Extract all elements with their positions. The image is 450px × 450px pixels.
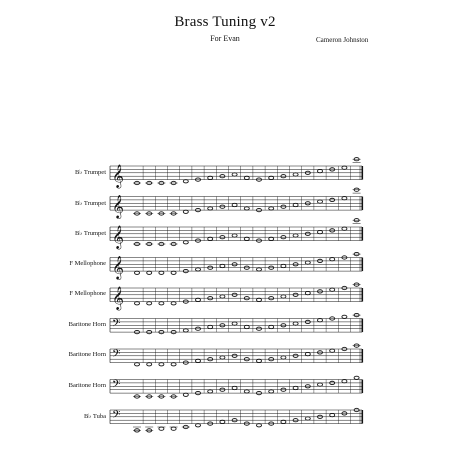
whole-note [171, 271, 176, 274]
whole-note [354, 376, 359, 379]
final-barline-thick [362, 410, 364, 424]
whole-note [220, 356, 225, 359]
whole-note [171, 363, 176, 366]
whole-note [208, 325, 213, 328]
whole-note [147, 302, 152, 305]
whole-note [257, 298, 262, 301]
whole-note [135, 302, 140, 305]
staff [110, 252, 363, 280]
whole-note [183, 329, 188, 332]
whole-note [269, 207, 274, 210]
part-label: F Mellophone [69, 259, 106, 267]
treble-clef-icon: 𝄞 [112, 285, 124, 310]
staff [110, 313, 363, 333]
staff [110, 408, 363, 432]
whole-note [183, 210, 188, 213]
whole-note [269, 390, 274, 393]
whole-note [183, 241, 188, 244]
whole-note [318, 230, 323, 233]
whole-note [135, 363, 140, 366]
composer-name: Cameron Johnston [316, 36, 369, 44]
part-label: Baritone Horn [68, 381, 106, 389]
staff [110, 188, 363, 219]
part-label: B♭ Tuba [83, 413, 106, 420]
whole-note [281, 264, 286, 267]
whole-note [232, 322, 237, 325]
whole-note [196, 424, 201, 427]
whole-note [293, 234, 298, 237]
treble-clef-icon: 𝄞 [112, 255, 124, 280]
whole-note [305, 291, 310, 294]
whole-note [293, 322, 298, 325]
whole-note [220, 420, 225, 423]
bass-clef-icon: 𝄢 [112, 317, 121, 333]
whole-note [330, 413, 335, 416]
treble-clef-icon: 𝄞 [112, 194, 124, 219]
treble-clef-icon: 𝄞 [112, 163, 124, 188]
whole-note [232, 173, 237, 176]
whole-note [269, 325, 274, 328]
whole-note [208, 390, 213, 393]
whole-note [257, 359, 262, 362]
final-barline-thick [362, 166, 364, 180]
whole-note [293, 203, 298, 206]
bass-clef-icon: 𝄢 [112, 378, 121, 394]
whole-note [318, 200, 323, 203]
staff [110, 158, 363, 189]
whole-note [269, 176, 274, 179]
whole-note [342, 227, 347, 230]
whole-note [244, 207, 249, 210]
whole-note [159, 271, 164, 274]
part-label: Baritone Horn [68, 351, 106, 358]
whole-note [330, 258, 335, 261]
whole-note [159, 363, 164, 366]
whole-note [342, 197, 347, 200]
whole-note [171, 302, 176, 305]
whole-note [147, 271, 152, 274]
whole-note [305, 352, 310, 355]
whole-note [281, 356, 286, 359]
whole-note [342, 166, 347, 169]
final-barline-thick [362, 227, 364, 241]
whole-note [305, 261, 310, 264]
whole-note [196, 298, 201, 301]
whole-note [147, 363, 152, 366]
whole-note [281, 295, 286, 298]
final-barline-thick [362, 349, 364, 363]
whole-note [244, 390, 249, 393]
part-label: B♭ Trumpet [74, 199, 106, 207]
staff [110, 376, 363, 398]
final-barline-thick [362, 197, 364, 211]
whole-note [293, 173, 298, 176]
whole-note [318, 319, 323, 322]
whole-note [208, 237, 213, 240]
whole-note [244, 176, 249, 179]
whole-note [257, 268, 262, 271]
staff [110, 283, 363, 311]
score-subtitle: For Evan [210, 34, 240, 43]
score-title: Brass Tuning v2 [174, 14, 276, 30]
whole-note [183, 393, 188, 396]
part-label: Baritone Horn [68, 320, 106, 328]
whole-note [244, 325, 249, 328]
whole-note [196, 359, 201, 362]
whole-note [330, 349, 335, 352]
staff [110, 219, 363, 250]
part-label: B♭ Trumpet [74, 169, 106, 176]
whole-note [208, 176, 213, 179]
whole-note [171, 427, 176, 430]
whole-note [342, 380, 347, 383]
part-label: F Mellophone [69, 290, 106, 297]
whole-note [220, 295, 225, 298]
whole-note [159, 302, 164, 305]
whole-note [220, 264, 225, 267]
whole-note [281, 420, 286, 423]
whole-note [257, 424, 262, 427]
bass-clef-icon: 𝄢 [112, 409, 121, 424]
whole-note [318, 383, 323, 386]
whole-note [232, 203, 237, 206]
final-barline-thick [362, 319, 364, 333]
whole-note [196, 268, 201, 271]
whole-note [318, 169, 323, 172]
final-barline-thick [362, 258, 364, 272]
treble-clef-icon: 𝄞 [112, 224, 124, 249]
whole-note [135, 271, 140, 274]
whole-note [342, 315, 347, 318]
whole-note [293, 386, 298, 389]
bass-clef-icon: 𝄢 [112, 348, 121, 363]
whole-note [208, 207, 213, 210]
whole-note [244, 237, 249, 240]
whole-note [232, 234, 237, 237]
whole-note [183, 180, 188, 183]
whole-note [269, 237, 274, 240]
final-barline-thick [362, 380, 364, 394]
part-label: B♭ Trumpet [74, 230, 106, 237]
final-barline-thick [362, 288, 364, 302]
whole-note [159, 427, 164, 430]
whole-note [330, 288, 335, 291]
whole-note [305, 417, 310, 420]
whole-note [232, 386, 237, 389]
staff [110, 344, 363, 366]
